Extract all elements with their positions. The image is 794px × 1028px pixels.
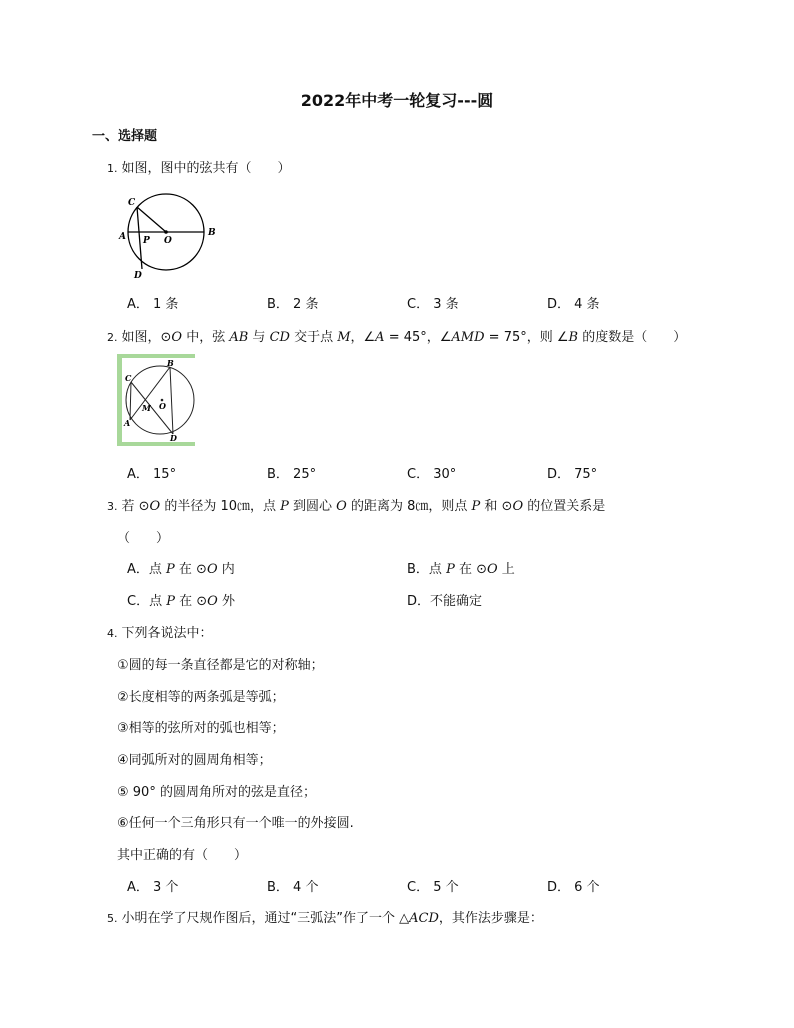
text: 与	[248, 330, 270, 345]
label-o: O	[164, 236, 172, 246]
q2-option-a[interactable]: A． 15°	[127, 467, 177, 482]
math-o: O	[336, 499, 347, 514]
statement-2: ②长度相等的两条弧是等弧；	[117, 690, 285, 705]
text: 中，弦	[182, 330, 230, 345]
text: A．点	[127, 562, 167, 577]
q1-option-a[interactable]: A． 1 条	[127, 297, 179, 312]
label-b: B	[167, 358, 174, 368]
q2-option-c[interactable]: C． 30°	[407, 467, 457, 482]
text: 如图，⊙	[121, 330, 172, 345]
text: 交于点	[289, 330, 338, 345]
text: 内	[217, 562, 235, 577]
label-c: C	[128, 198, 136, 208]
statement-1: ①圆的每一条直径都是它的对称轴；	[117, 658, 324, 673]
question-text: 下列各说法中：	[121, 626, 213, 641]
text: 在 ⊙	[174, 594, 208, 609]
label-d: D	[170, 433, 177, 443]
text: 的位置关系是	[523, 499, 606, 514]
q1-option-c[interactable]: C． 3 条	[407, 297, 459, 312]
segment-co	[137, 207, 166, 232]
figure-background	[122, 358, 195, 442]
statement-5: ⑤ 90° 的圆周角所对的弦是直径；	[117, 785, 316, 800]
math-o: O	[207, 594, 218, 609]
question-number: 4.	[107, 627, 118, 640]
math-m: M	[337, 330, 351, 345]
text: = 75°，则 ∠	[484, 330, 569, 345]
q2-option-b[interactable]: B． 25°	[267, 467, 317, 482]
q4-option-b[interactable]: B． 4 个	[267, 880, 319, 895]
q3-option-d[interactable]: D．不能确定	[407, 594, 483, 609]
text: 的半径为 10㎝，点	[160, 499, 281, 514]
label-m: M	[142, 403, 151, 413]
q4-option-d[interactable]: D． 6 个	[547, 880, 600, 895]
math-o: O	[486, 562, 498, 577]
math-o: O	[171, 330, 183, 345]
question-text: 如图，图中的弦共有（ ）	[121, 161, 291, 176]
question-number: 1.	[107, 162, 118, 175]
label-b: B	[208, 228, 216, 238]
question-5	[107, 907, 543, 926]
math-o: O	[149, 499, 161, 514]
text: 外	[217, 594, 235, 609]
label-o: O	[159, 401, 166, 411]
text: 的度数是（ ）	[578, 330, 687, 345]
text: 若 ⊙	[121, 499, 150, 514]
q1-option-b[interactable]: B． 2 条	[267, 297, 319, 312]
q4-option-a[interactable]: A． 3 个	[127, 880, 179, 895]
page-title: 2022年中考一轮复习---圆	[300, 91, 494, 110]
text: 的距离为 8㎝，则点	[346, 499, 472, 514]
math-p: P	[166, 594, 175, 609]
text: 到圆心	[288, 499, 337, 514]
math-a: A	[375, 330, 385, 345]
question-4-ask: 其中正确的有（ ）	[117, 848, 248, 863]
text: ，其作法步骤是：	[438, 911, 543, 926]
math-p: P	[166, 562, 175, 577]
math-cd: CD	[269, 330, 290, 345]
q1-option-d[interactable]: D． 4 条	[547, 297, 600, 312]
q1-figure	[112, 190, 222, 278]
text: = 45°，∠	[384, 330, 452, 345]
section-heading: 一、选择题	[92, 129, 158, 144]
label-a: A	[124, 418, 131, 428]
text: 和 ⊙	[480, 499, 513, 514]
question-number: 2.	[107, 331, 118, 344]
question-number: 5.	[107, 912, 118, 925]
text: 在 ⊙	[174, 562, 207, 577]
math-ab: AB	[229, 330, 249, 345]
question-3	[107, 495, 605, 514]
q2-option-d[interactable]: D． 75°	[547, 467, 598, 482]
text: 在 ⊙	[454, 562, 487, 577]
statement-3: ③相等的弦所对的弧也相等；	[117, 721, 285, 736]
center-point	[164, 230, 168, 234]
math-b: B	[568, 330, 579, 345]
text: ，∠	[350, 330, 376, 345]
math-p: P	[446, 562, 455, 577]
label-c: C	[125, 373, 132, 383]
question-4	[107, 622, 213, 641]
q2-figure	[117, 354, 195, 446]
question-1	[107, 157, 291, 176]
question-2	[107, 326, 686, 345]
math-o: O	[206, 562, 218, 577]
q3-option-b[interactable]	[407, 558, 515, 577]
label-p: P	[143, 236, 150, 246]
math-amd: AMD	[451, 330, 485, 345]
question-3-bracket: （ ）	[117, 531, 170, 546]
math-p: P	[280, 499, 289, 514]
math-p: P	[471, 499, 481, 514]
label-d: D	[134, 271, 142, 278]
text: C．点	[127, 594, 167, 609]
math-acd: ACD	[409, 911, 439, 926]
statement-4: ④同弧所对的圆周角相等；	[117, 753, 272, 768]
q3-option-a[interactable]	[127, 558, 235, 577]
text: 上	[497, 562, 515, 577]
statement-6: ⑥任何一个三角形只有一个唯一的外接圆.	[117, 816, 354, 831]
q3-option-c[interactable]	[127, 590, 235, 609]
text: 小明在学了尺规作图后，通过“三弧法”作了一个 △	[121, 911, 410, 926]
label-a: A	[119, 232, 126, 242]
math-o: O	[512, 499, 524, 514]
q4-option-c[interactable]: C． 5 个	[407, 880, 459, 895]
question-number: 3.	[107, 500, 118, 513]
text: B．点	[407, 562, 447, 577]
